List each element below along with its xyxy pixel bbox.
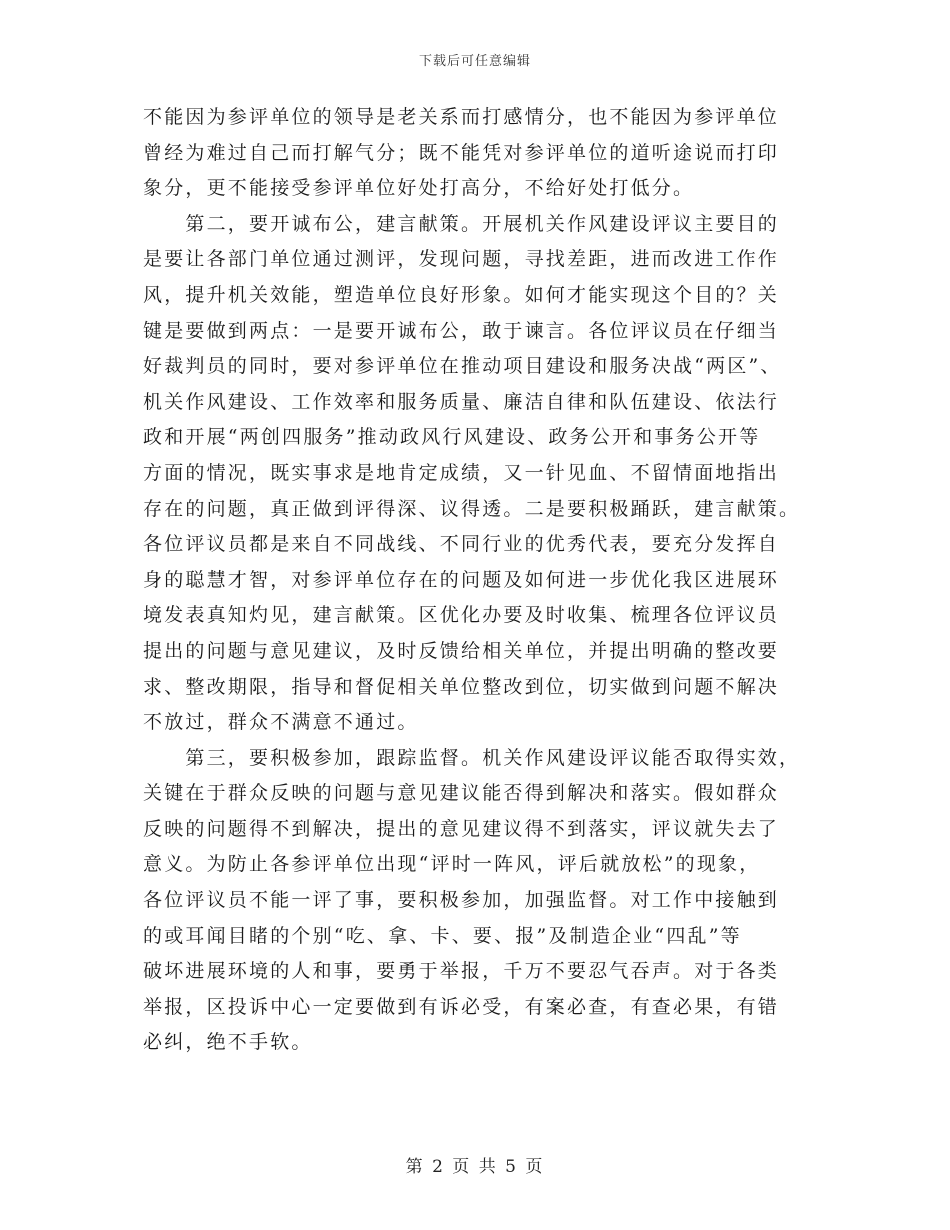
- text-line: 好裁判员的同时，要对参评单位在推动项目建设和服务决战“两区”、: [143, 355, 782, 378]
- text-line: 的或耳闻目睹的个别“吃、拿、卡、要、报”及制造企业“四乱”等: [143, 924, 742, 947]
- text-line: 不能因为参评单位的领导是老关系而打感情分，也不能因为参评单位: [143, 106, 780, 128]
- text-line: 必纠，绝不手软。: [143, 1031, 313, 1054]
- text-line: 象分，更不能接受参评单位好处打高分，不给好处打低分。: [143, 177, 695, 200]
- page-number: 第 2 页 共 5 页: [405, 1157, 545, 1177]
- text-line: 反映的问题得不到解决，提出的意见建议得不到落实，评议就失去了: [143, 817, 780, 840]
- text-line: 关键在于群众反映的问题与意见建议能否得到解决和落实。假如群众: [143, 782, 780, 805]
- text-line: 是要让各部门单位通过测评，发现问题，寻找差距，进而改进工作作: [143, 248, 780, 271]
- text-line: 举报，区投诉中心一定要做到有诉必受，有案必查，有查必果，有错: [143, 995, 780, 1018]
- text-line: 风，提升机关效能，塑造单位良好形象。如何才能实现这个目的？关: [143, 283, 780, 306]
- text-line: 键是要做到两点：一是要开诚布公，敢于谏言。各位评议员在仔细当: [143, 319, 780, 342]
- page-header: 下载后可任意编辑: [418, 54, 531, 69]
- text-line: 提出的问题与意见建议，及时反馈给相关单位，并提出明确的整改要: [143, 639, 780, 662]
- text-line: 不放过，群众不满意不通过。: [143, 711, 419, 734]
- text-line: 身的聪慧才智，对参评单位存在的问题及如何进一步优化我区进展环: [143, 568, 780, 591]
- text-line: 破坏进展环境的人和事，要勇于举报，千万不要忍气吞声。对于各类: [143, 960, 780, 983]
- text-line: 求、整改期限，指导和督促相关单位整改到位，切实做到问题不解决: [143, 675, 780, 698]
- text-line: 存在的问题，真正做到评得深、议得透。二是要积极踊跃，建言献策。: [143, 497, 801, 520]
- text-line: 方面的情况，既实事求是地肯定成绩，又一针见血、不留情面地指出: [143, 461, 780, 484]
- text-line: 第二，要开诚布公，建言献策。开展机关作风建设评议主要目的: [143, 212, 780, 235]
- text-line: 各位评议员都是来自不同战线、不同行业的优秀代表，要充分发挥自: [143, 533, 780, 556]
- text-line: 第三，要积极参加，跟踪监督。机关作风建设评议能否取得实效，: [143, 746, 801, 769]
- text-line: 政和开展“两创四服务”推动政风行风建设、政务公开和事务公开等: [143, 426, 761, 449]
- text-line: 机关作风建设、工作效率和服务质量、廉洁自律和队伍建设、依法行: [143, 390, 780, 413]
- text-line: 境发表真知灼见，建言献策。区优化办要及时收集、梳理各位评议员: [143, 604, 780, 627]
- text-line: 意义。为防止各参评单位出现“评时一阵风，评后就放松”的现象，: [143, 853, 761, 876]
- document-body: [143, 100, 807, 1061]
- text-line: 各位评议员不能一评了事，要积极参加，加强监督。对工作中接触到: [143, 889, 780, 912]
- text-line: 曾经为难过自己而打解气分；既不能凭对参评单位的道听途说而打印: [143, 141, 780, 164]
